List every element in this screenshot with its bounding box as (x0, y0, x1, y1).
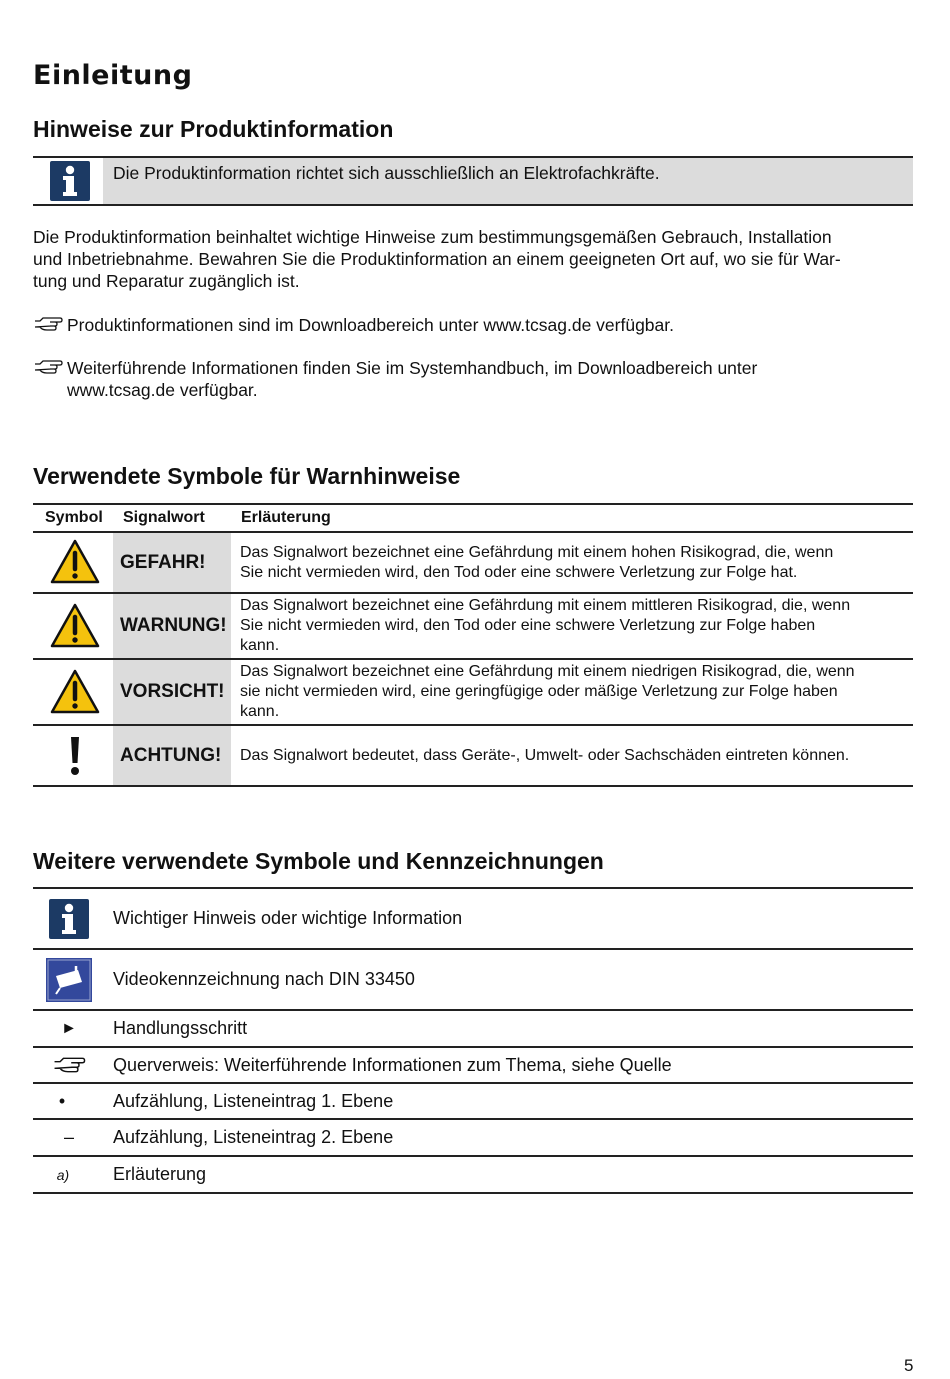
explanation: Das Signalwort bedeutet, dass Geräte-, Umwelt- oder Sachschäden eintreten können. (240, 746, 850, 764)
column-header-symbol: Symbol (45, 509, 103, 526)
section-heading-warning-symbols: Verwendete Symbole für Warnhinweise (33, 463, 461, 489)
footnote-marker: a) (56, 1166, 70, 1183)
warning-triangle-icon (50, 603, 100, 649)
section-heading-product-info: Hinweise zur Produktinformation (33, 116, 394, 142)
table-row (33, 660, 913, 726)
signal-word: ACHTUNG! (113, 726, 231, 785)
cross-reference: Produktinformationen sind im Downloadbereich unter www.tcsag.de verfügbar. (33, 314, 913, 336)
signal-word: WARNUNG! (113, 594, 231, 658)
intro-paragraph (33, 226, 913, 292)
symbol-description: Videokennzeichnung nach DIN 33450 (113, 969, 415, 989)
table-row (33, 1048, 913, 1084)
warning-triangle-icon (50, 669, 100, 715)
paragraph-line: tung und Reparatur zugänglich ist. (33, 271, 300, 291)
signal-word: GEFAHR! (113, 533, 231, 592)
warning-triangle-icon (50, 539, 100, 585)
section-heading-further-symbols: Weitere verwendete Symbole und Kennzeichnungen (33, 848, 604, 874)
table-header (33, 503, 913, 533)
warning-table (33, 503, 913, 787)
info-icon (49, 899, 89, 939)
explanation: Das Signalwort bezeichnet eine Gefährdung mit einem hohen Risikograd, die, wenn Sie nicht vermieden wird, den Tod oder eine schwere Verletzung zur Folge hat. (240, 543, 834, 581)
explanation: Das Signalwort bezeichnet eine Gefährdung mit einem mittleren Risikograd, die, wenn Sie nicht vermieden wird, den Tod oder eine schwere Verletzung zur Folge haben kann. (240, 597, 851, 654)
bullet-icon: • (58, 1090, 66, 1111)
symbol-description: Wichtiger Hinweis oder wichtige Information (113, 908, 463, 928)
arrow-right-icon: ► (61, 1019, 77, 1037)
table-row (33, 533, 913, 594)
paragraph-line: und Inbetriebnahme. Bewahren Sie die Produktinformation an einem geeigneten Ort auf, wo sie für War- (33, 249, 841, 269)
column-header-signal: Signalwort (123, 509, 205, 526)
symbol-description: Querverweis: Weiterführende Informationen zum Thema, siehe Quelle (113, 1054, 672, 1075)
table-row (33, 594, 913, 660)
table-row (33, 1011, 913, 1048)
column-header-explanation: Erläuterung (241, 509, 331, 526)
table-row (33, 1157, 913, 1194)
cross-reference: Weiterführende Informationen finden Sie im Systemhandbuch, im Downloadbereich unter www.tcsag.de verfügbar. (33, 357, 913, 401)
pointing-hand-icon (33, 358, 63, 376)
info-icon (50, 161, 90, 201)
table-row (33, 1084, 913, 1120)
table-row (33, 726, 913, 787)
page-number: 5 (904, 1356, 914, 1375)
pointing-hand-icon (51, 1055, 87, 1075)
table-row (33, 950, 913, 1011)
symbol-description: Handlungsschritt (113, 1018, 248, 1038)
info-box-text: Die Produktinformation richtet sich ausschließlich an Elektrofachkräfte. (103, 158, 913, 204)
video-camera-icon (46, 958, 92, 1002)
symbol-description: Aufzählung, Listeneintrag 1. Ebene (113, 1090, 394, 1111)
symbol-description: Aufzählung, Listeneintrag 2. Ebene (113, 1127, 394, 1147)
signal-word: VORSICHT! (113, 660, 231, 724)
table-row (33, 1120, 913, 1157)
table-row (33, 889, 913, 950)
symbols-table (33, 887, 913, 1194)
page-title: Einleitung (33, 60, 193, 91)
explanation: Das Signalwort bezeichnet eine Gefährdung mit einem niedrigen Risikograd, die, wenn sie nicht vermieden wird, eine geringfügige oder mäßige Verletzung zur Folge haben kann. (240, 663, 855, 720)
dash-icon: – (63, 1127, 74, 1147)
paragraph-line: Die Produktinformation beinhaltet wichtige Hinweise zum bestimmungsgemäßen Gebrauch, Installation (33, 227, 832, 247)
info-box (33, 156, 913, 206)
pointing-hand-icon (33, 315, 63, 333)
symbol-description: Erläuterung (113, 1164, 207, 1184)
exclamation-icon (69, 735, 81, 777)
